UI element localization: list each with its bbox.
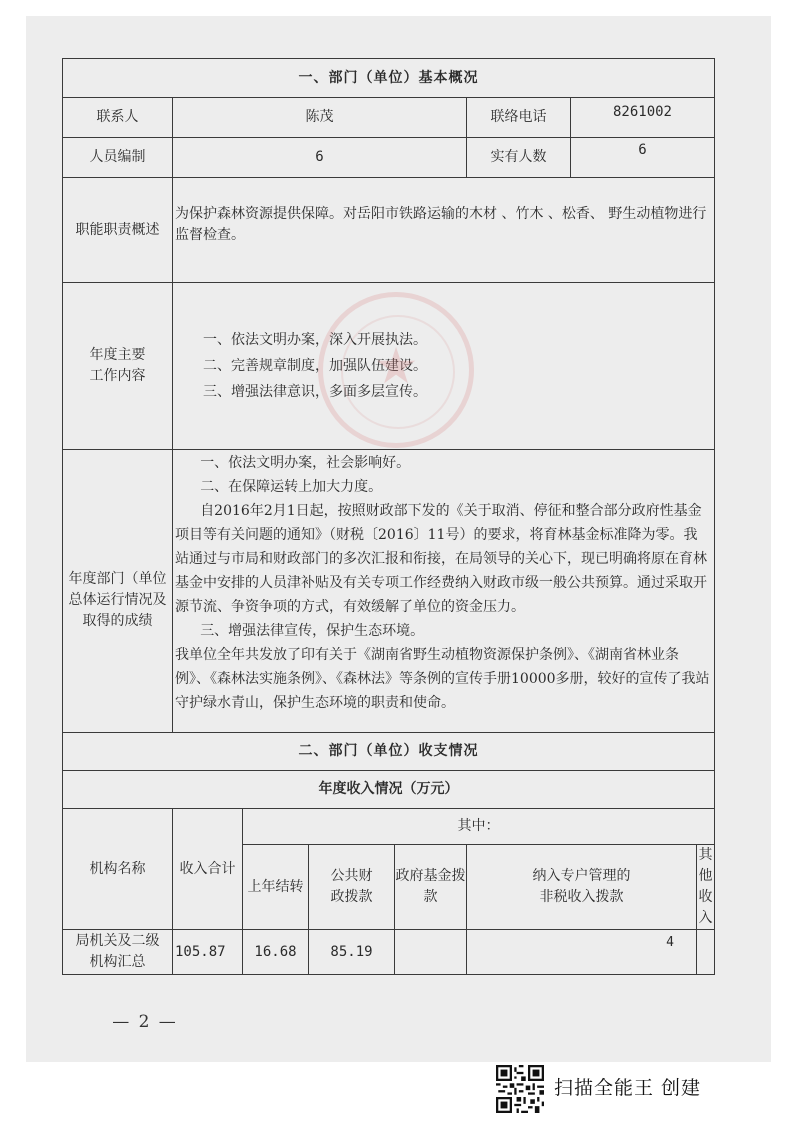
actual-staff-value: 6 <box>571 138 715 178</box>
section1-title: 一、部门（单位）基本概况 <box>63 59 715 98</box>
row-gov-fund <box>395 930 467 975</box>
col-other-income <box>697 845 715 930</box>
row-org-name-line2: 机构汇总 <box>89 954 146 970</box>
col-total-income: 收入合计 <box>173 809 243 930</box>
duty-label: 职能职责概述 <box>63 178 173 283</box>
seal-star-icon: ★ <box>373 337 419 395</box>
result-paragraph-1: 一、依法文明办案，社会影响好。 <box>200 455 411 471</box>
scanner-brand-label: 扫描全能王 创建 <box>554 1077 702 1099</box>
annual-work-label-line1: 年度主要 <box>89 347 146 363</box>
col-nontax-line2: 非税收入拨款 <box>539 889 624 905</box>
qr-code-icon <box>496 1065 544 1113</box>
col-public-finance-line2: 政拨款 <box>330 889 373 905</box>
section2-subtitle-row <box>63 771 715 809</box>
col-among: 其中： <box>243 809 715 845</box>
section2-subtitle: 年度收入情况（万元） <box>63 771 715 809</box>
annual-result-label-line2: 总体运行情况及 <box>68 591 167 608</box>
col-public-finance-line1: 公共财 <box>330 868 373 884</box>
row-org-name <box>63 930 173 975</box>
duty-text: 为保护森林资源提供保障。对岳阳市铁路运输的木材 、竹木 、松香、 野生动植物进行监督检查。 <box>175 206 707 243</box>
col-org-name: 机构名称 <box>63 809 173 930</box>
col-nontax-line1: 纳入专户管理的 <box>532 868 631 884</box>
row-public-finance: 85.19 <box>309 930 395 975</box>
contact-label: 联系人 <box>63 98 173 138</box>
work-item-1: 一、依法文明办案，深入开展执法。 <box>203 332 427 348</box>
work-item-3: 三、增强法律意识，多面多层宣传。 <box>203 384 427 400</box>
result-paragraph-5: 我单位全年共发放了印有关于《湖南省野生动植物资源保护条例》、《湖南省林业条例》、《森林法实施条例》、《森林法》等条例的宣传手册10000多册，较好的宣传了我站守护绿水青山，保护生态环境的职责和使命。 <box>175 647 710 711</box>
result-paragraph-3: 自2016年2月1日起，按照财政部下发的《关于取消、停征和整合部分政府性基金项目等有关问题的通知》（财税〔2016〕11号）的要求，将育林基金标准降为零。我站通过与市局和财政部门的多次汇报和衔接，在局领导的关心下，现已明确将原在育林基金中安排的人员津补贴及有关专项工作经费纳入财政市级一般公共预算。通过采取开源节流、争资争项的方式，有效缓解了单位的资金压力。 <box>175 503 707 615</box>
section2-header-row <box>63 733 715 771</box>
contact-value: 陈茂 <box>173 98 467 138</box>
annual-result-cell <box>173 450 715 733</box>
duty-cell <box>173 178 715 283</box>
staff-quota-label: 人员编制 <box>63 138 173 178</box>
annual-result-label-line3: 取得的成绩 <box>82 612 153 629</box>
section2-title: 二、部门（单位）收支情况 <box>63 733 715 771</box>
section1-header-row <box>63 59 715 98</box>
annual-work-label-line2: 工作内容 <box>89 368 146 384</box>
row-total-income: 105.87 <box>173 930 243 975</box>
budget-form-table <box>62 58 715 975</box>
contact-row <box>63 98 715 138</box>
col-public-finance <box>309 845 395 930</box>
annual-work-row <box>63 283 715 450</box>
col-gov-fund: 政府基金拨款 <box>395 845 467 930</box>
col-last-year-carryover: 上年结转 <box>243 845 309 930</box>
income-data-row <box>63 930 715 975</box>
annual-result-label <box>63 450 173 733</box>
annual-work-label <box>63 283 173 450</box>
row-carryover: 16.68 <box>243 930 309 975</box>
col-other-line1: 其他 <box>698 847 713 884</box>
annual-result-row <box>63 450 715 733</box>
page-number: — 2 — <box>112 1012 178 1032</box>
staff-row <box>63 138 715 178</box>
phone-label: 联络电话 <box>467 98 571 138</box>
staff-quota-value: 6 <box>173 138 467 178</box>
annual-result-label-line1: 年度部门（单位 <box>68 570 167 587</box>
row-org-name-line1: 局机关及二级 <box>75 933 160 949</box>
income-header-row-1 <box>63 809 715 845</box>
row-other-income: 4 <box>666 935 674 950</box>
annual-work-cell <box>173 283 715 450</box>
actual-staff-label: 实有人数 <box>467 138 571 178</box>
phone-value: 8261002 <box>571 98 715 138</box>
duty-row <box>63 178 715 283</box>
col-nontax-income <box>467 845 697 930</box>
work-item-2: 二、完善规章制度，加强队伍建设。 <box>203 358 427 374</box>
result-paragraph-2: 二、在保障运转上加大力度。 <box>200 479 383 495</box>
result-paragraph-4: 三、增强法律宣传，保护生态环境。 <box>200 623 425 639</box>
col-other-line2: 收入 <box>698 889 713 926</box>
